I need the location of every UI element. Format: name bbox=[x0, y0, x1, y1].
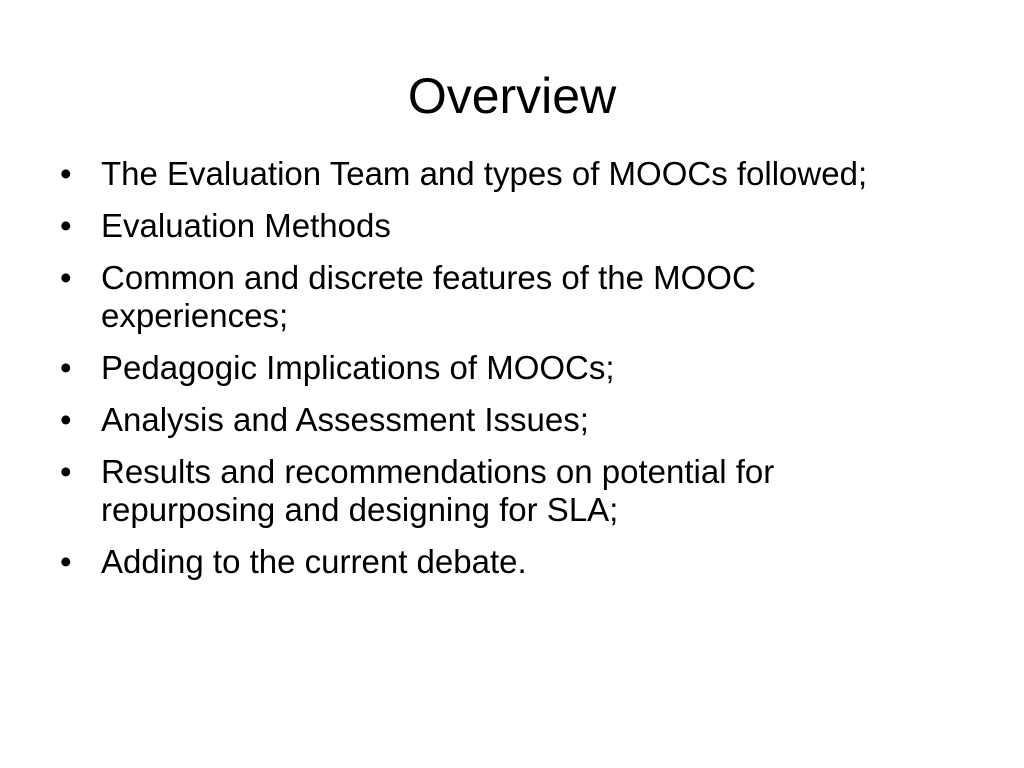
bullet-text: Adding to the current debate. bbox=[101, 543, 527, 580]
slide-title: Overview bbox=[407, 68, 617, 124]
bullet-icon: • bbox=[60, 155, 72, 192]
bullet-icon: • bbox=[60, 259, 72, 296]
bullet-text: The Evaluation Team and types of MOOCs followed; bbox=[101, 155, 868, 192]
bullet-item bbox=[60, 259, 940, 335]
bullet-list bbox=[60, 155, 940, 595]
bullet-item bbox=[60, 401, 940, 439]
bullet-item bbox=[60, 155, 940, 193]
bullet-icon: • bbox=[60, 453, 72, 490]
bullet-text: Evaluation Methods bbox=[101, 207, 391, 244]
bullet-icon: • bbox=[60, 401, 72, 438]
bullet-text: Results and recommendations on potential for repurposing and designing for SLA; bbox=[101, 453, 775, 528]
bullet-icon: • bbox=[60, 349, 72, 386]
bullet-item bbox=[60, 349, 940, 387]
bullet-text: Analysis and Assessment Issues; bbox=[101, 401, 589, 438]
bullet-icon: • bbox=[60, 207, 72, 244]
bullet-text: Common and discrete features of the MOOC experiences; bbox=[101, 259, 756, 334]
bullet-icon: • bbox=[60, 543, 72, 580]
bullet-item bbox=[60, 453, 940, 529]
bullet-text: Pedagogic Implications of MOOCs; bbox=[101, 349, 615, 386]
bullet-item bbox=[60, 543, 940, 581]
bullet-item bbox=[60, 207, 940, 245]
